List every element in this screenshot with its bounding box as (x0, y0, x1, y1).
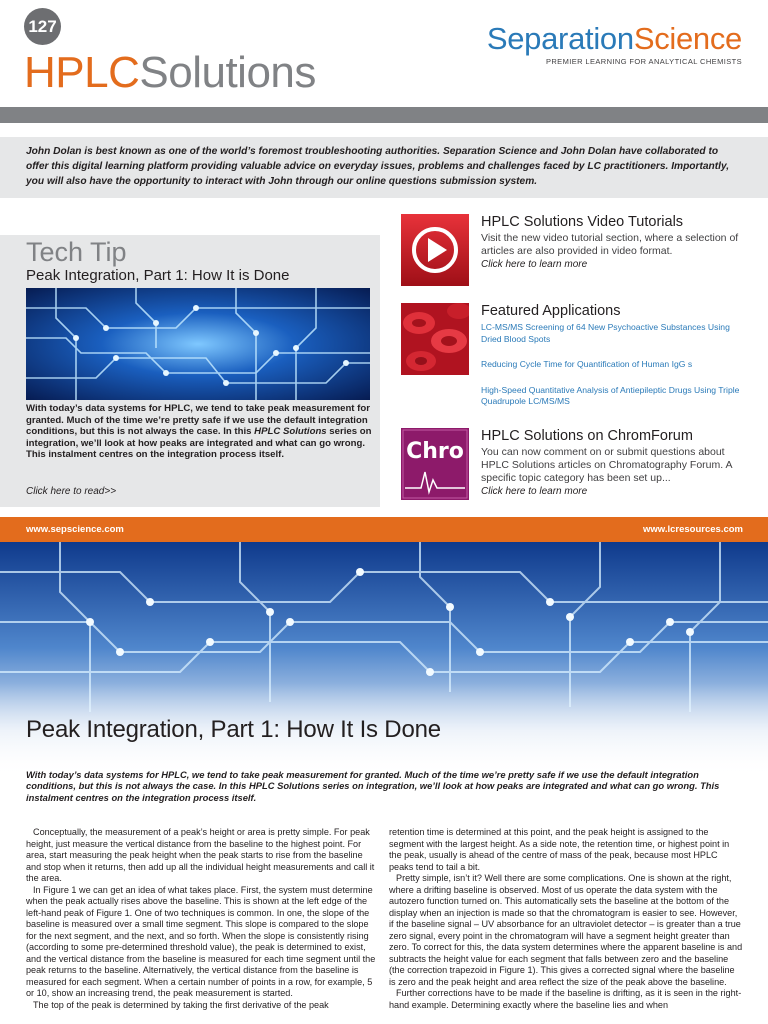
chromforum-logo[interactable] (401, 428, 469, 500)
article-lead: With today’s data systems for HPLC, we tend to take peak measurement for granted. Much of the time we’re pretty safe if we use the default integration conditions, but this is not always the case. In this HPLC Solutions series on integration, we’ll look at how peaks are integrated and what can go wrong. This instalment centres on the integration process itself. (26, 769, 720, 803)
article-paragraph: Conceptually, the measurement of a peak’s height or area is pretty simple. For peak height, just measure the vertical distance from the baseline to the highest point. For area, start measuring the peak height when the peak starts to rise from the baseline and stop when it returns, then add up all the individual height measurements and call it the area. (26, 827, 375, 883)
chromforum-section (401, 428, 746, 502)
lcresources-link[interactable]: www.lcresources.com (643, 524, 743, 535)
intro-text: John Dolan is best known as one of the world’s foremost troubleshooting authorities. Separation Science and John Dolan have collaborated to offer this digital learning platform providing valuable advice on everyday issues, problems and challenges faced by LC practitioners. Importantly, you will also have the opportunity to interact with John through our online questions submission system. (0, 137, 768, 198)
publisher-logo[interactable] (487, 22, 742, 66)
article-paragraph: retention time is determined at this point, and the peak height is assigned to the segment with the largest height. As a side note, the retention time, or highest point in the peak, usually is ahead of the centre of mass of the peak, because most HPLC peaks tend to tail a bit. (389, 827, 730, 872)
application-link[interactable]: LC-MS/MS Screening of 64 New Psychoactive Substances Using Dried Blood Spots (481, 322, 730, 344)
article-paragraph: Pretty simple, isn’t it? Well there are some complications. One is shown at the right, where a drifting baseline is observed. Most of us operate the data system with the autozero function turned on. This automatically sets the baseline at the bottom of the display when an injection is made so that the chromatogram is easier to see. However, if the baseline signal – UV absorbance for an ultraviolet detector – is greater than a true zero signal, every point in the chromatogram will have a segment height greater than zero. To correct for this, the data system determines where the apparent baseline is and subtracts the height value for each segment that falls between zero and the baseline (the correction trapezoid in Figure 1). This gives a corrected signal where the baseline is zero and the peak height and area reflect the size of the peak above the baseline. (389, 873, 743, 987)
sepscience-link[interactable]: www.sepscience.com (26, 524, 124, 535)
article-paragraph: In Figure 1 we can get an idea of what takes place. First, the system must determine when the peak actually rises above the baseline. This is shown at the left edge of the left-hand peak of Figure 1. One of two techniques is common. In one, the slope of the baseline is measured over a small time segment. This slope is compared to the slope for the next segment, and the next, and so forth. When the slope is consistently rising (according to some pre-determined threshold value), the peak is determined to exist, and the vertical distance from the baseline is measured for each time segment until the peak returns to the baseline. Alternatively, the vertical distance from the baseline is measured for each segment. When a certain number of points in a row, for example, 5 or 10, show an increasing trend, the peak measurement is started. (26, 884, 376, 998)
issue-number-badge: 127 (24, 8, 61, 45)
publication-title (24, 48, 316, 98)
circuit-board-image[interactable] (26, 288, 370, 400)
article-column-right (389, 827, 743, 1011)
video-tutorials-heading[interactable]: HPLC Solutions Video Tutorials (481, 214, 684, 230)
chromforum-text: You can now comment on or submit questions about HPLC Solutions articles on Chromatography Forum. A specific topic category has been set up... (481, 446, 732, 484)
chromforum-heading[interactable]: HPLC Solutions on ChromForum (481, 428, 693, 444)
publisher-name: SeparationScience (486, 21, 742, 56)
video-tutorials-text: Visit the new video tutorial section, where a selection of articles are also provided in video format. (481, 232, 739, 257)
video-tutorials-section (401, 214, 746, 288)
tech-tip-title[interactable]: Peak Integration, Part 1: How It is Done (26, 267, 290, 284)
title-hplc: HPLC (24, 48, 140, 97)
video-learn-more-link[interactable]: Click here to learn more (481, 259, 588, 270)
application-link[interactable]: High-Speed Quantitative Analysis of Antiepileptic Drugs Using Triple Quadrupole LC/MS/MS (481, 384, 740, 406)
article-paragraph: The top of the peak is determined by taking the first derivative of the peak (33, 999, 329, 1010)
featured-applications-section (401, 303, 746, 406)
tech-tip-panel (0, 235, 380, 507)
tech-tip-label: Tech Tip (26, 237, 127, 267)
svg-text:Chro: Chro (406, 439, 464, 464)
article-title: Peak Integration, Part 1: How It Is Done (26, 716, 441, 743)
title-solutions: Solutions (139, 48, 316, 97)
publisher-tagline: PREMIER LEARNING FOR ANALYTICAL CHEMISTS (545, 57, 742, 66)
article-column-left (26, 827, 378, 1011)
chromforum-learn-more-link[interactable]: Click here to learn more (481, 486, 588, 497)
tech-tip-summary: With today’s data systems for HPLC, we tend to take peak measurement for granted. Much of the time we’re pretty safe if we use the default integration conditions, but this is not always the case. In this HPLC Solutions series on integration, we’ll look at how peaks are integrated and what can go wrong. This instalment centres on the integration process itself. (26, 403, 372, 460)
play-icon[interactable] (401, 214, 469, 286)
featured-applications-heading[interactable]: Featured Applications (481, 303, 621, 319)
application-link[interactable]: Reducing Cycle Time for Quantification of Human IgG s (481, 359, 693, 369)
blood-cells-image[interactable] (401, 303, 469, 375)
read-more-link[interactable]: Click here to read>> (26, 486, 117, 497)
website-bar (0, 517, 768, 542)
article-paragraph: Further corrections have to be made if the baseline is drifting, as it is seen in the right-hand example. Determining exactly where the baseline lies and when (389, 988, 742, 1010)
header-divider (0, 107, 768, 123)
